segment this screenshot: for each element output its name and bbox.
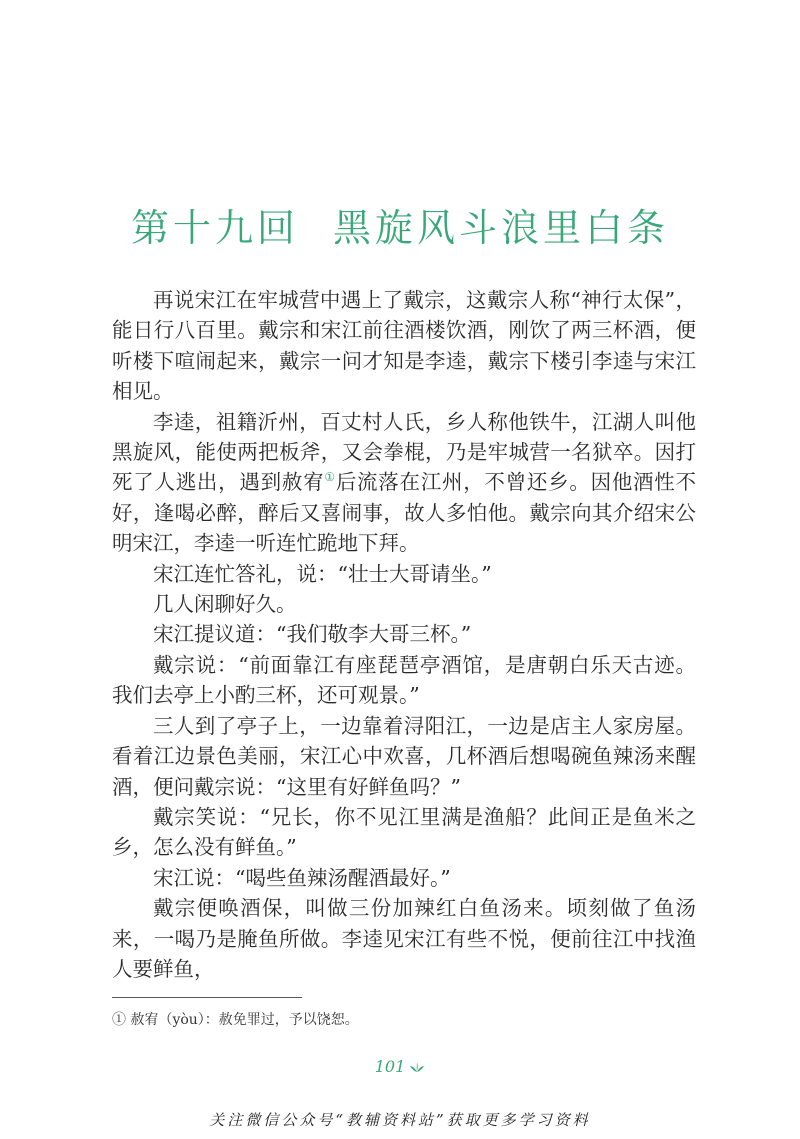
paragraph: 三人到了亭子上，一边靠着浔阳江，一边是店主人家房屋。看着江边景色美丽，宋江心中欢喜，几杯酒后想喝碗鱼辣汤来醒酒，便问戴宗说：“这里有好鲜鱼吗？” (112, 713, 696, 799)
watermark: 关注微信公众号“教辅资料站”获取更多学习资料 (209, 1111, 591, 1129)
paragraph: 戴宗便唤酒保，叫做三份加辣红白鱼汤来。顷刻做了鱼汤来，一喝乃是腌鱼所做。李逵见宋江有些不悦，便前往江中找渔人要鲜鱼， (112, 896, 696, 981)
paragraph: 几人闲聊好久。 (153, 592, 297, 617)
page-number: 101 (374, 1057, 406, 1076)
paragraph: 戴宗笑说：“兄长，你不见江里满是渔船？此间正是鱼米之乡，怎么没有鲜鱼。” (112, 804, 696, 860)
paragraph: 宋江提议道：“我们敬李大哥三杯。” (153, 622, 472, 647)
paragraph (112, 407, 696, 559)
paragraph-text: 后流落在江州，不曾还乡。因他酒性不好，逢喝必醉，醉后又喜闹事，故人多怕他。戴宗向其介绍宋公明宋江，李逵一听连忙跪地下拜。 (112, 470, 697, 556)
chapter-body (112, 285, 696, 984)
chapter-name: 黑旋风斗浪里白条 (333, 206, 670, 251)
chapter-title (0, 197, 800, 252)
footnote-divider (112, 997, 302, 998)
paragraph: 宋江说：“喝些鱼辣汤醒酒最好。” (153, 865, 451, 890)
leaf-sprout-icon (409, 1058, 425, 1077)
paragraph-text: 李逵，祖籍沂州，百丈村人氏，乡人称他铁牛，江湖人叫他黑旋风，能使两把板斧，又会拳棍，乃是牢城营一名狱卒。因打死了人逃出，遇到赦宥 (112, 409, 696, 495)
paragraph: 宋江连忙答礼，说：“壮士大哥请坐。” (153, 561, 492, 586)
chapter-number: 第十九回 (130, 206, 299, 251)
paragraph: 戴宗说：“前面靠江有座琵琶亭酒馆，是唐朝白乐天古迹。我们去亭上小酌三杯，还可观景。” (112, 652, 696, 708)
footnote-marker[interactable]: ① (324, 470, 336, 485)
footnote: ① 赦宥（yòu）：赦免罪过，予以饶恕。 (112, 1012, 359, 1028)
page-footer (0, 1057, 800, 1077)
paragraph: 再说宋江在牢城营中遇上了戴宗，这戴宗人称“神行太保”，能日行八百里。戴宗和宋江前往酒楼饮酒，刚饮了两三杯酒，便听楼下喧闹起来，戴宗一问才知是李逵，戴宗下楼引李逵与宋江相见。 (112, 288, 696, 404)
